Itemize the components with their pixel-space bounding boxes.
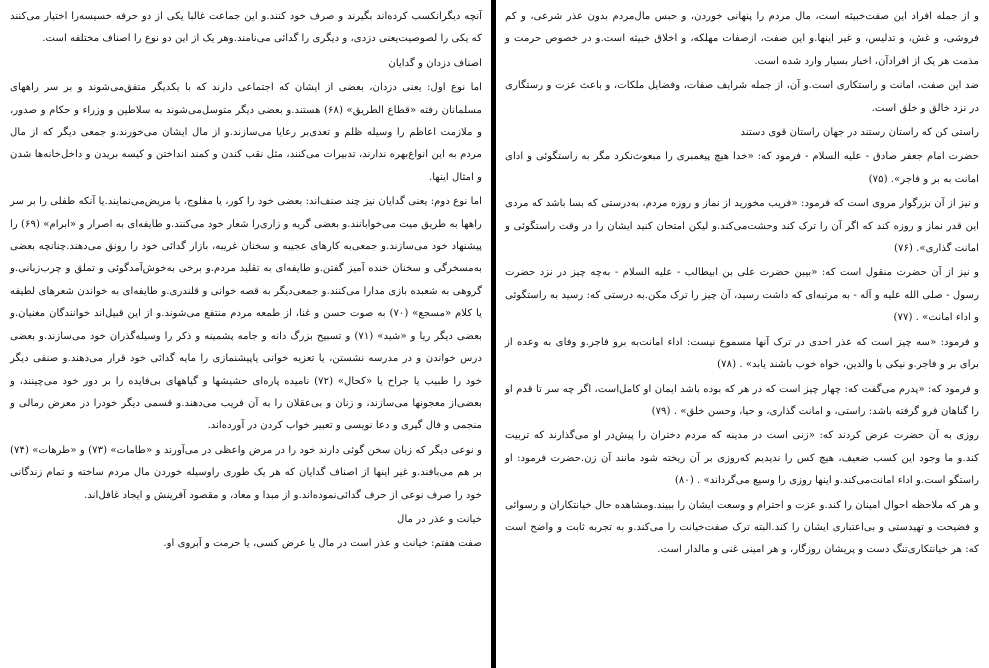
paragraph: و هر که ملاحظه احوال امینان را کند.و عزت و احترام و وسعت ایشان را ببیند.ومشاهده حال خیانتکاران و رسوائی و فضیحت و تهیدستی و بی‌اعتباری ایشان را کند.البته ترک صفت‌خیانت را می‌کند.و به تجربه ثابت و واضح است که: هر خیانتکاری‌تنگ دست و پریشان روزگار، و هر امینی غنی و مالدار است.: [505, 499, 979, 556]
verse-line: راستی کن که راستان رستند در جهان راستان قوی دستند: [740, 127, 979, 139]
section-heading: خیانت و عذر در مال: [397, 513, 482, 525]
right-page: [497, 0, 989, 668]
paragraph: و فرمود: «سه چیز است که عذر احدی در ترک آنها مسموع نیست: اداء امانت‌به برو فاجر.و وفای به وعده از برای بر و فاجر.و نیکی با والدین، خواه خوب باشند یابد» . (۷۸): [505, 336, 979, 371]
paragraph: اما نوع دوم: یعنی گدایان نیز چند صنف‌اند: بعضی خود را کور، یا مفلوج، یا مریض‌می‌نمایند.یا آنکه طفلی را بر سر راهها به طریق میت می‌خوابانند.و بعضی گریه و زاری‌را شعار خود می‌کنند.و طایفه‌ای به اصرار و «ابرام» (۶۹) را پیشنهاد خود می‌سازند.و جمعی‌به کارهای عجیبه و سخنان غریبه، بازار گدائی خود را رونق می‌دهند.چنانچه بعضی به‌مسخرگی و سخنان خنده آمیز گفتن.و طایفه‌ای به تقلید مردم.و برخی به‌خوش‌آمدگوئی و تملق و چرب‌زبانی.و گروهی به شعبده بازی مدارا می‌کنند.و جمعی‌دیگر به قصه خوانی و قلندری.و طایفه‌ای به خواندن شعرهای لطیفه یا کلام «مسجع» (۷۰) به صوت حسن و غنا، از طمعه مردم منتفع می‌شوند.و از این قبیل‌اند خوانندگان مغنیان.و بعضی دیگر ریا و «شید» (۷۱) و تسبیح بزرگ دانه و جامه پشمینه و ذکر را وسیله‌گذران خود می‌سازند.و بعضی درس خواندن و در مدرسه نشستن، یا تعزیه خوانی یاپیشنمازی را مایه گدائی خود قرار می‌دهند.و صنفی دیگر خود را طبیب یا جراح یا «کحال» (۷۲) نامیده پاره‌ای حشیشها و گیاههای بی‌فایده را بر دور خود می‌چینند، و بعضی‌از معجونها می‌سازند، و زنان و بی‌عقلان را به آن فریب می‌دهند.و قسمی دیگر خودرا در معرض رمالی و منجمی و فال گیری و دعا نویسی و تعبیر خواب کردن در آورده‌اند.: [10, 196, 482, 432]
paragraph: و نیز از آن حضرت منقول است که: «بیبن حضرت علی بن ابیطالب - علیه السلام - به‌چه چیز در نزد حضرت رسول - صلی الله علیه و آله - به مرتبه‌ای که داشت رسید، آن چیز را ترک مکن.به درستی که: رسید به راستگوئی و اداء امانت» . (۷۷): [505, 267, 979, 324]
left-page: [0, 0, 490, 668]
paragraph: و فرمود که: «پدرم می‌گفت که: چهار چیز است که در هر که بوده باشد ایمان او کامل‌است، اگر چه سر تا قدم او را گناهان فرو گرفته باشد: راستی، و امانت گذاری، و حیا، وحسن خلق» . (۷۹): [505, 383, 979, 417]
paragraph: و نیز از آن بزرگوار مروی است که فرمود: «فریب مخورید از نماز و روزه مردم، به‌درستی که بسا باشد که مردی این قدر نماز و روزه کند که اگر آن را ترک کند وحشت‌می‌کند.و لیکن امتحان کنید ایشان را در وقت راستگوئی و امانت گذاری». (۷۶): [505, 198, 979, 255]
paragraph: صفت هفتم: خیانت و عذر است در مال یا عرض کسی، یا حرمت و آبروی او.: [163, 538, 482, 550]
paragraph: حضرت امام جعفر صادق - علیه السلام - فرمود که: «خدا هیچ پیغمبری را مبعوث‌نکرد مگر به راستگوئی و ادای امانت به بر و فاجر». (۷۵): [505, 151, 979, 185]
section-heading: اصناف دزدان و گدایان: [388, 57, 482, 69]
paragraph: اما نوع اول: یعنی دزدان، بعضی از ایشان که اجتماعی دارند که با یکدیگر متفق‌می‌شوند و بر سر راههای مسلمانان رفته «قطاع الطریق» (۶۸) هستند.و بعضی دیگر متوسل‌می‌شوند به سلاطین و وزراء و حکام و صدور، و ملازمت اعاظم را وسیله ظلم و تعدی‌بر رعایا می‌سازند.و از مال ایشان می‌خورند.و جمعی دیگر که از مال مردم به این انواع‌بهره ندارند، تدبیرات می‌کنند، مثل نقب کندن و کمند انداختن و کیسه بریدن و داخل‌خانه‌ها شدن و امثال اینها.: [10, 82, 482, 183]
paragraph: و از جمله افراد این صفت‌خبیثه است، مال مردم را پنهانی خوردن، و حبس مال‌مردم بدون عذر شرعی، و کم فروشی، و غش، و تدلیس، و غیر اینها.و این صفت، ازصفات مهلکه، و اخلاق خبیثه است.و در خصوص حرمت و مذمت هر یک از افرادآن، اخبار بسیار وارد شده است.: [505, 11, 979, 67]
paragraph: آنچه دیگرانکسب کرده‌اند بگیرند و صرف خود کنند.و این جماعت غالبا یکی از دو حرفه خسیسه‌را اختیار می‌کنند که یکی را لصوصیت‌یعنی دزدی، و دیگری را گدائی می‌نامند.وهر یک از این دو نوع را اصناف مختلفه است.: [10, 11, 482, 45]
paragraph: روزی به آن حضرت عرض کردند که: «زنی است در مدینه که مردم دختران را پیش‌در او می‌گذارند که تربیت کند.و ما وجود این کسب ضعیف، هیچ کس را ندیدیم که‌روزی بر آن ریخته شود مانند آن زن.حضرت فرمود: او راستگو است.و اداء امانت‌می‌کند.و اینها روزی را وسیع می‌گرداند» . (۸۰): [505, 430, 979, 487]
page-divider: [491, 0, 496, 668]
paragraph: و نوعی دیگر که زبان سخن گوئی دارند خود را در مرض واعظی در می‌آورند و «طامات» (۷۳) و «طرهات» (۷۴) بر هم می‌بافند.و غیر اینها از اصناف گدایان که هر یک طوری راوسیله خوردن مال مردم ساخته و تمام زندگانی خود را صرف نوعی از حرف گدائی‌نموده‌اند.و از مبدا و معاد، و مقصود آفرینش و ایجاد غافل‌اند.: [10, 444, 482, 501]
paragraph: ضد این صفت، امانت و راستکاری است.و آن، از جمله شرایف صفات، وفضایل ملکات، و باعث عزت و رستگاری در نزد خالق و خلق است.: [505, 80, 979, 114]
